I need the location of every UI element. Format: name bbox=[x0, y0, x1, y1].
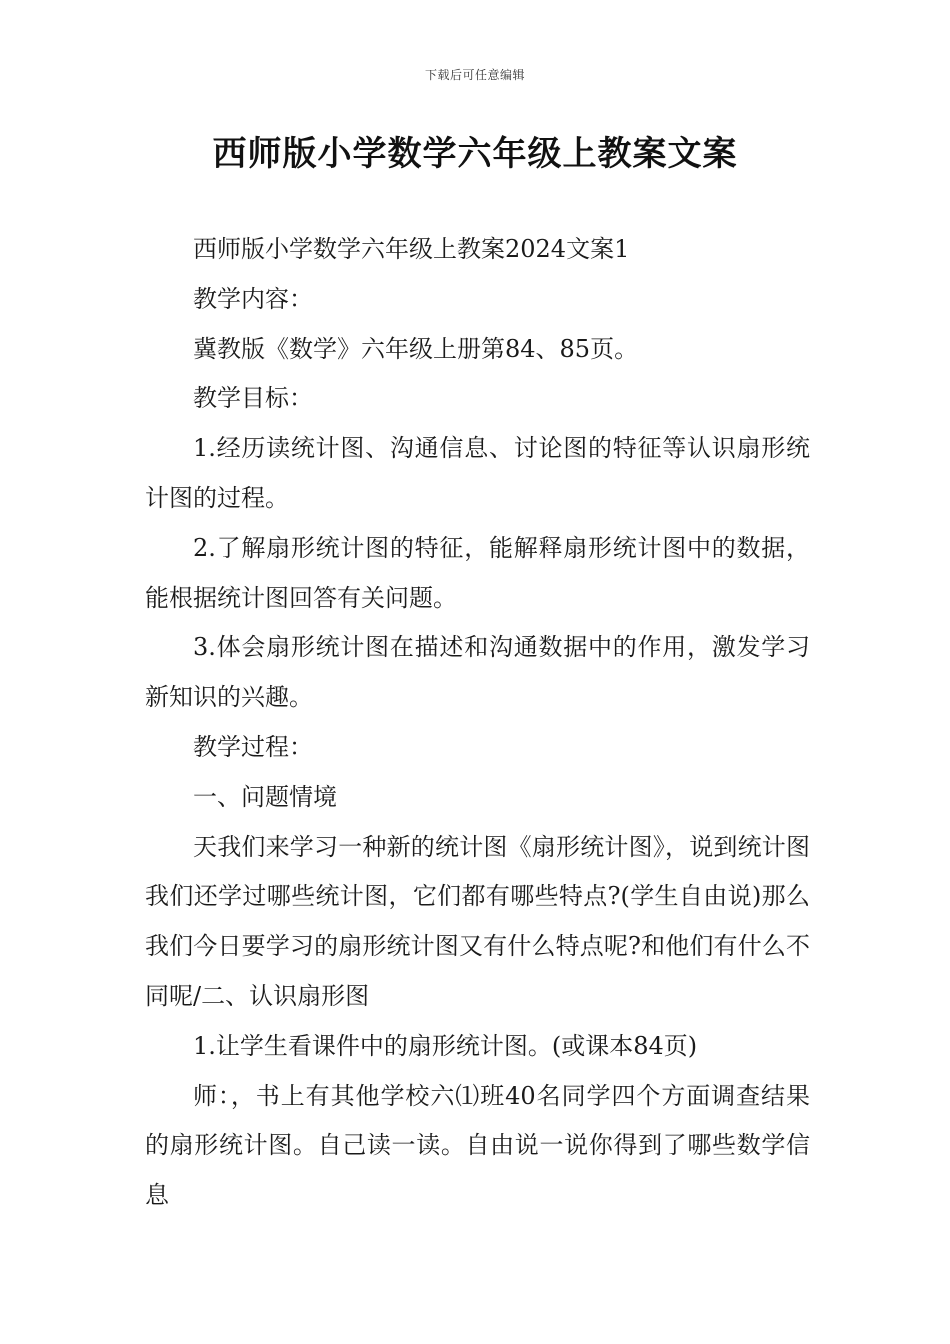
document-title: 西师版小学数学六年级上教案文案 bbox=[212, 134, 738, 174]
paragraph: 师：，书上有其他学校六⑴班40名同学四个方面调查结果的扇形统计图。自己读一读。自由说一说你得到了哪些数学信息 bbox=[145, 1081, 810, 1210]
header-note: 下载后可任意编辑 bbox=[424, 68, 525, 82]
paragraph: 1.经历读统计图、沟通信息、讨论图的特征等认识扇形统计图的过程。 bbox=[145, 434, 810, 512]
paragraph: 一、问题情境 bbox=[193, 782, 337, 811]
paragraph: 教学过程： bbox=[193, 732, 313, 761]
paragraph: 2.了解扇形统计图的特征，能解释扇形统计图中的数据，能根据统计图回答有关问题。 bbox=[145, 533, 810, 612]
paragraph: 3.体会扇形统计图在描述和沟通数据中的作用，激发学习新知识的兴趣。 bbox=[145, 633, 810, 712]
paragraph: 教学目标： bbox=[193, 384, 313, 413]
paragraph: 西师版小学数学六年级上教案2024文案1 bbox=[193, 235, 630, 263]
paragraph: 冀教版《数学》六年级上册第84、85页。 bbox=[193, 334, 639, 363]
paragraph: 1.让学生看课件中的扇形统计图。(或课本84页) bbox=[193, 1031, 698, 1060]
paragraph: 天我们来学习一种新的统计图《扇形统计图》，说到统计图我们还学过哪些统计图，它们都有哪些特点?(学生自由说)那么我们今日要学习的扇形统计图又有什么特点呢?和他们有什么不同呢/二、认识扇形图 bbox=[145, 832, 810, 1010]
paragraph: 教学内容： bbox=[193, 284, 313, 313]
document-body bbox=[145, 225, 810, 1221]
